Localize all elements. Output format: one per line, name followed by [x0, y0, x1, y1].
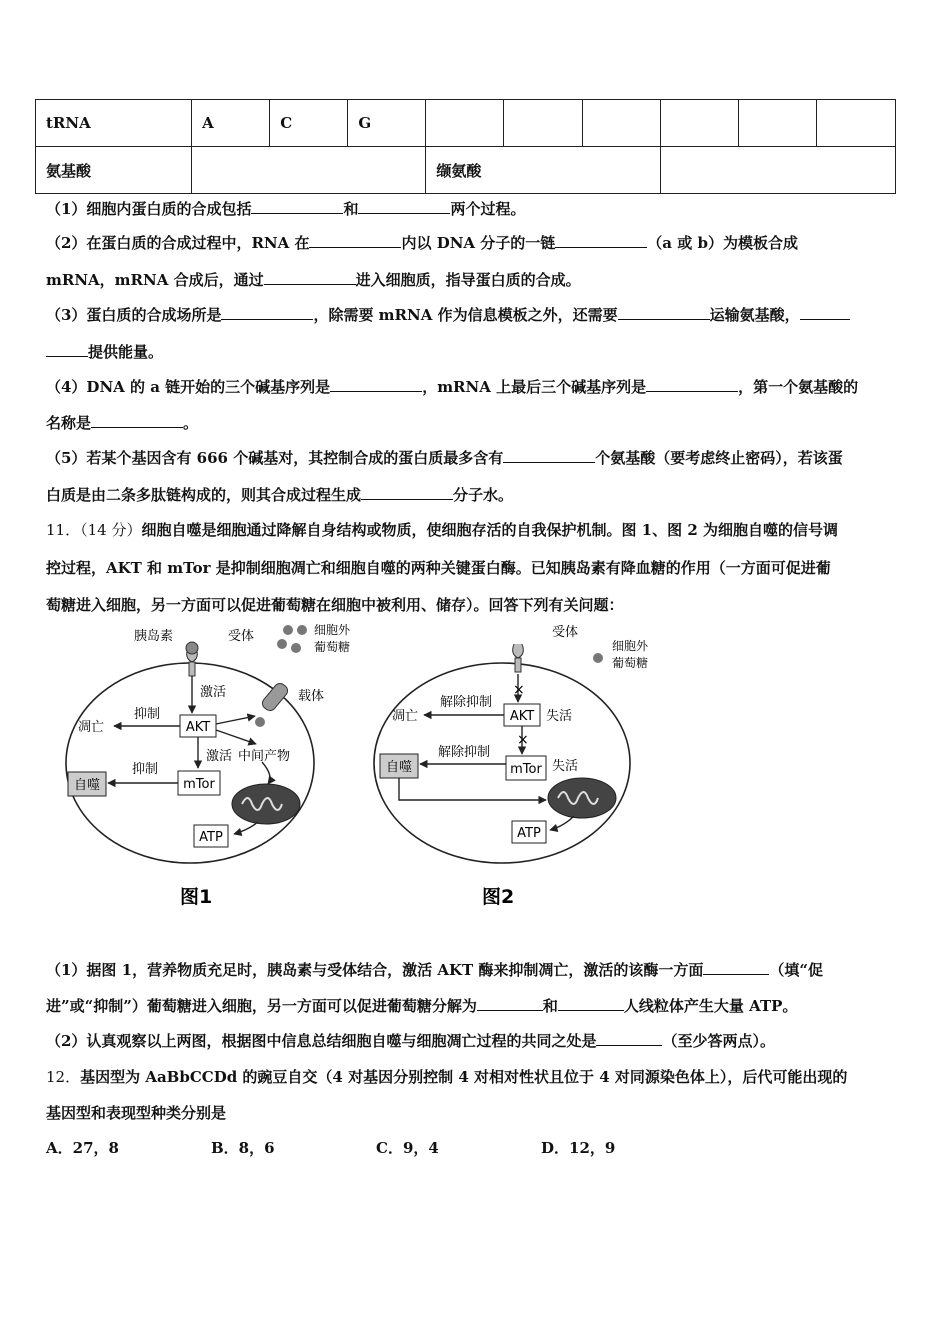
q10-part3 [46, 305, 910, 325]
autophagy-label: 自噬 [385, 760, 413, 775]
q10-part3-cont [46, 342, 910, 362]
text: （至少答两点）。 [662, 1032, 775, 1050]
mitochondrion-icon [548, 778, 616, 818]
glucose-icon [277, 625, 307, 653]
activate-label-1: 激活 [200, 685, 227, 700]
inhibit-label-1: 抑制 [134, 707, 161, 722]
text: 细胞自噬是细胞通过降解自身结构或物质，使细胞存活的自我保护机制。图 1、图 2 为细胞自噬的信号调 [141, 521, 838, 539]
text: 个氨基酸（要考虑终止密码），若该蛋 [595, 449, 843, 467]
q11-part2 [46, 1031, 910, 1051]
text: （a 或 b）为模板合成 [647, 234, 798, 252]
q11-part1 [46, 960, 910, 980]
table-cell: tRNA [36, 100, 192, 147]
table-cell [816, 100, 895, 147]
answer-blank[interactable] [309, 233, 401, 248]
glucose-label-1: 细胞外 [314, 623, 351, 637]
q11-stem-line1 [46, 520, 910, 540]
glucose-label-1: 细胞外 [612, 639, 649, 653]
inactive-label-2: 失活 [552, 759, 579, 774]
table-cell [426, 100, 504, 147]
table-cell [660, 100, 738, 147]
answer-blank[interactable] [646, 377, 738, 392]
text: （1）细胞内蛋白质的合成包括 [46, 200, 252, 218]
text: 两个过程。 [450, 200, 526, 218]
answer-blank[interactable] [800, 305, 850, 320]
answer-blank[interactable] [596, 1031, 662, 1046]
option-a[interactable]: A．27，8 [46, 1139, 119, 1157]
text: 基因型为 AaBbCCDd 的豌豆自交（4 对基因分别控制 4 对相对性状且位于 4 对同源染色体上），后代可能出现的 [80, 1068, 848, 1086]
glucose-molecule [593, 653, 603, 663]
table-row [36, 147, 896, 194]
answer-blank[interactable] [477, 996, 543, 1011]
text: （1）据图 1，营养物质充足时，胰岛素与受体结合，激活 AKT 酶来抑制凋亡，激活的该酶一方面 [46, 961, 704, 979]
figure-2-caption: 图2 [482, 886, 515, 908]
text: 进入细胞质，指导蛋白质的合成。 [355, 271, 581, 289]
figure-1 [66, 623, 351, 908]
q10-part2 [46, 233, 910, 253]
answer-blank[interactable] [503, 448, 595, 463]
table-row [36, 100, 896, 147]
figure-1-caption: 图1 [180, 886, 213, 908]
glucose-label-2: 葡萄糖 [612, 656, 649, 670]
text: 人线粒体产生大量 ATP。 [623, 997, 798, 1015]
text: （5）若某个基因含有 666 个碱基对，其控制合成的蛋白质最多含有 [46, 449, 504, 467]
akt-label: AKT [185, 720, 211, 735]
text: （填“促 [769, 961, 824, 979]
autophagy-signaling-figure [62, 618, 682, 918]
text: 进”或“抑制”）葡萄糖进入细胞，另一方面可以促进葡萄糖分解为 [46, 997, 477, 1015]
text: 分子水。 [453, 486, 514, 504]
glucose-molecule [255, 717, 265, 727]
text: mRNA，mRNA 合成后，通过 [46, 271, 264, 289]
text: （3）蛋白质的合成场所是 [46, 306, 222, 324]
q11-part1-cont [46, 996, 910, 1016]
text: 提供能量。 [88, 343, 164, 361]
receptor-label: 受体 [552, 625, 579, 640]
table-cell [738, 100, 816, 147]
text: 萄糖进入细胞，另一方面可以促进葡萄糖在细胞中被利用、储存）。回答下列有关问题： [46, 596, 624, 614]
q10-part4 [46, 377, 910, 397]
text: 控过程，AKT 和 mTor 是抑制细胞凋亡和细胞自噬的两种关键蛋白酶。已知胰岛素有降血糖的作用（一方面可促进葡 [46, 559, 831, 577]
text: 运输氨基酸， [709, 306, 800, 324]
text: 和 [343, 200, 359, 218]
release-label-2: 解除抑制 [438, 745, 491, 760]
text: 白质是由二条多肽链构成的，则其合成过程生成 [46, 486, 362, 504]
table-cell [582, 100, 660, 147]
blocked-mark: × [517, 732, 529, 748]
q12-stem-line2 [46, 1103, 910, 1123]
text: ，mRNA 上最后三个碱基序列是 [422, 378, 647, 396]
text: 和 [542, 997, 558, 1015]
option-c[interactable]: C．9，4 [376, 1139, 439, 1157]
glucose-label-2: 葡萄糖 [314, 640, 351, 654]
option-d[interactable]: D．12，9 [541, 1139, 616, 1157]
intermediate-label: 中间产物 [238, 749, 291, 764]
answer-blank[interactable] [703, 960, 769, 975]
inactive-label-1: 失活 [546, 709, 573, 724]
q10-part5 [46, 448, 910, 468]
q12-options [46, 1138, 910, 1158]
carrier-icon [260, 681, 290, 713]
receptor-icon [186, 642, 198, 676]
text: 。 [183, 414, 199, 432]
figure-2 [374, 624, 649, 908]
carrier-label: 载体 [298, 689, 325, 704]
text: 名称是 [46, 414, 92, 432]
mtor-label: mTor [183, 777, 215, 792]
release-label-1: 解除抑制 [440, 695, 493, 710]
receptor-icon [513, 644, 524, 672]
table-cell: 缬氨酸 [426, 147, 660, 194]
table-cell [660, 147, 895, 194]
table-cell: C [270, 100, 348, 147]
answer-blank[interactable] [46, 342, 88, 357]
text: 基因型和表现型种类分别是 [46, 1104, 227, 1122]
codon-table [35, 99, 896, 194]
answer-blank[interactable] [361, 485, 453, 500]
atp-label: ATP [199, 830, 223, 845]
akt-label: AKT [509, 709, 535, 724]
answer-blank[interactable] [618, 305, 710, 320]
mtor-label: mTor [510, 762, 542, 777]
answer-blank[interactable] [251, 199, 343, 214]
answer-blank[interactable] [91, 413, 183, 428]
q11-stem-line3 [46, 595, 910, 615]
table-cell: 氨基酸 [36, 147, 192, 194]
mitochondrion-icon [232, 784, 300, 824]
q11-stem-line2 [46, 558, 910, 578]
inhibit-label-2: 抑制 [132, 762, 159, 777]
table-cell: G [348, 100, 426, 147]
text: （2）认真观察以上两图，根据图中信息总结细胞自噬与细胞凋亡过程的共同之处是 [46, 1032, 597, 1050]
answer-blank[interactable] [555, 233, 647, 248]
table-cell [192, 147, 426, 194]
text: ，第一个氨基酸的 [738, 378, 859, 396]
answer-blank[interactable] [264, 270, 356, 285]
answer-blank[interactable] [358, 199, 450, 214]
text: 内以 DNA 分子的一链 [401, 234, 556, 252]
question-number: 12． [46, 1068, 81, 1086]
insulin-label: 胰岛素 [134, 629, 174, 644]
text: （2）在蛋白质的合成过程中，RNA 在 [46, 234, 310, 252]
activate-label-2: 激活 [206, 749, 233, 764]
text: ，除需要 mRNA 作为信息模板之外，还需要 [313, 306, 618, 324]
q10-part4-cont [46, 413, 910, 433]
table-cell: A [192, 100, 270, 147]
answer-blank[interactable] [558, 996, 624, 1011]
option-b[interactable]: B．8，6 [211, 1139, 275, 1157]
receptor-label: 受体 [228, 629, 255, 644]
answer-blank[interactable] [330, 377, 422, 392]
q10-part1 [46, 199, 910, 219]
apoptosis-label: 凋亡 [78, 720, 105, 735]
q10-part5-cont [46, 485, 910, 505]
apoptosis-label: 凋亡 [392, 709, 419, 724]
answer-blank[interactable] [221, 305, 313, 320]
blocked-mark: × [513, 682, 525, 698]
q10-part2-cont [46, 270, 910, 290]
autophagy-label: 自噬 [73, 778, 101, 793]
table-cell [504, 100, 582, 147]
atp-label: ATP [517, 826, 541, 841]
text: （4）DNA 的 a 链开始的三个碱基序列是 [46, 378, 331, 396]
q12-stem-line1 [46, 1067, 910, 1087]
question-number: 11．（14 分） [46, 521, 142, 539]
